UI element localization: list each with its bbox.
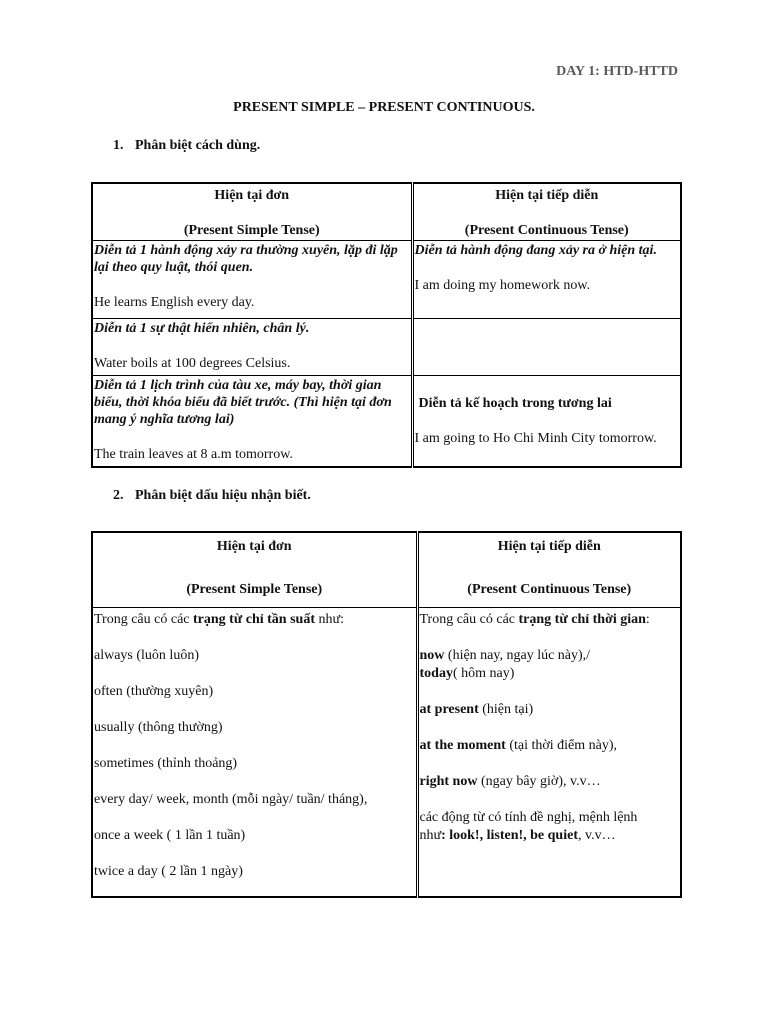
table-row <box>92 241 681 319</box>
usage-example: I am going to Ho Chi Minh City tomorrow. <box>414 431 657 446</box>
keyword: today <box>419 666 453 681</box>
signals-table <box>91 531 682 898</box>
intro-text: Trong câu có các <box>94 612 194 627</box>
intro-keyword: trạng từ chỉ thời gian <box>518 612 646 627</box>
list-item: often (thường xuyên) <box>94 684 214 699</box>
table-cell <box>412 376 681 468</box>
section-2-number: 2. <box>113 488 124 503</box>
keyword-meaning: như <box>419 828 442 843</box>
section-2-title: Phân biệt dấu hiệu nhận biết. <box>135 488 311 503</box>
table-row <box>92 319 681 376</box>
usage-example: He learns English every day. <box>94 295 255 310</box>
table-cell <box>412 241 681 319</box>
column-title: Hiện tại đơn <box>216 539 292 554</box>
table-cell-empty <box>412 319 681 376</box>
table-header-row <box>92 183 681 241</box>
intro-keyword: trạng từ chỉ tần suất <box>193 612 315 627</box>
frequency-adverbs-cell <box>92 608 417 898</box>
list-item: các động từ có tính đề nghị, mệnh lệnh <box>419 810 638 825</box>
keyword-meaning: , v.v… <box>577 828 616 843</box>
header-cell-simple <box>92 532 417 608</box>
list-item <box>420 665 680 683</box>
intro-text: : <box>645 612 650 627</box>
intro-text: Trong câu có các <box>419 612 519 627</box>
keyword-meaning: (tại thời điểm này), <box>505 738 618 753</box>
list-item <box>420 737 680 755</box>
column-subtitle: (Present Continuous Tense) <box>464 223 629 238</box>
table-row <box>92 376 681 468</box>
signal-intro <box>94 611 415 629</box>
table-header-row <box>92 532 681 608</box>
keyword-meaning: (hiện tại) <box>478 702 534 717</box>
column-subtitle: (Present Continuous Tense) <box>467 582 632 597</box>
table-cell <box>92 241 412 319</box>
usage-table <box>91 182 682 468</box>
usage-rule: Diễn tả 1 lịch trình của tàu xe, máy bay, thời gian biểu, thời khóa biểu đã biết trước. (Thì hiện tại đơn mang ý nghĩa tương lai) <box>94 378 392 427</box>
list-item: always (luôn luôn) <box>94 648 199 663</box>
time-adverbs-cell <box>417 608 681 898</box>
usage-example: I am doing my homework now. <box>414 278 591 293</box>
keyword: : look!, listen!, be quiet <box>441 828 578 843</box>
keyword-meaning: (ngay bây giờ), v.v… <box>477 774 601 789</box>
table-row <box>92 608 681 898</box>
usage-rule: Diễn tả 1 hành động xảy ra thường xuyên, lặp đi lặp lại theo quy luật, thói quen. <box>94 243 398 275</box>
usage-example: The train leaves at 8 a.m tomorrow. <box>94 447 293 462</box>
usage-rule: Diễn tả 1 sự thật hiển nhiên, chân lý. <box>94 321 310 336</box>
column-title: Hiện tại đơn <box>214 188 290 203</box>
section-1-number: 1. <box>113 138 124 153</box>
usage-rule: Diễn tả hành động đang xảy ra ở hiện tại. <box>414 243 657 258</box>
column-subtitle: (Present Simple Tense) <box>183 223 320 238</box>
section-1-heading <box>113 138 260 154</box>
table-cell <box>92 319 412 376</box>
list-item <box>420 647 680 665</box>
column-subtitle: (Present Simple Tense) <box>186 582 323 597</box>
keyword: at the moment <box>419 738 506 753</box>
table-cell <box>92 376 412 468</box>
column-title: Hiện tại tiếp diễn <box>497 539 601 554</box>
keyword: at present <box>419 702 479 717</box>
signal-intro <box>420 611 680 629</box>
list-item <box>420 701 680 719</box>
list-item: sometimes (thỉnh thoảng) <box>94 756 238 771</box>
day-label: DAY 1: HTD-HTTD <box>556 64 678 79</box>
intro-text: như: <box>314 612 344 627</box>
page-title: PRESENT SIMPLE – PRESENT CONTINUOUS. <box>233 100 535 115</box>
keyword-meaning: (hiện nay, ngay lúc này),/ <box>444 648 591 663</box>
usage-example: Water boils at 100 degrees Celsius. <box>94 356 291 371</box>
list-item: once a week ( 1 lần 1 tuần) <box>94 828 246 843</box>
section-1-title: Phân biệt cách dùng. <box>135 138 261 153</box>
list-item: every day/ week, month (mỗi ngày/ tuần/ tháng), <box>94 792 368 807</box>
header-cell-simple <box>92 183 412 241</box>
usage-rule: Diễn tả kế hoạch trong tương lai <box>418 396 612 411</box>
list-item: usually (thông thường) <box>94 720 223 735</box>
keyword: now <box>419 648 445 663</box>
header-cell-continuous <box>412 183 681 241</box>
list-item <box>420 773 680 791</box>
keyword-meaning: ( hôm nay) <box>452 666 515 681</box>
list-item: twice a day ( 2 lần 1 ngày) <box>94 864 243 879</box>
header-cell-continuous <box>417 532 681 608</box>
section-2-heading <box>113 488 311 504</box>
keyword: right now <box>419 774 478 789</box>
list-item <box>420 827 680 845</box>
column-title: Hiện tại tiếp diễn <box>495 188 599 203</box>
